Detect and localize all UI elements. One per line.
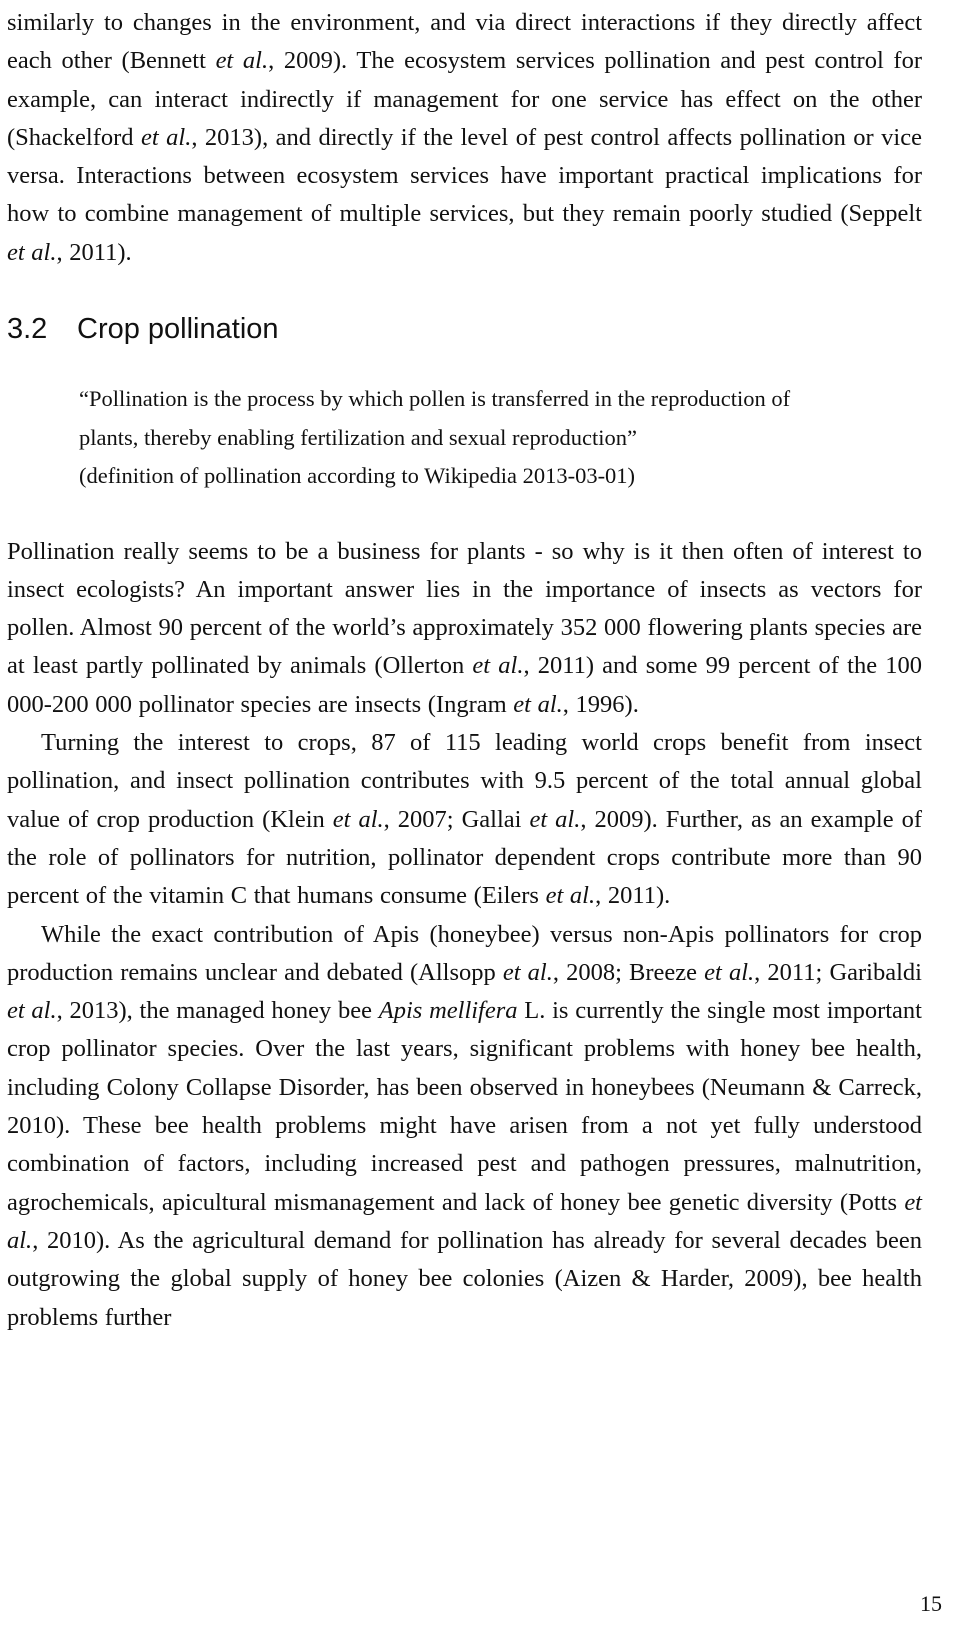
definition-quote (7, 349, 922, 496)
text-run: , 2009). The ecosystem services pollination and pest control for example, can interact indirectly if management for one service has effect on the other (Shackelford (7, 47, 923, 151)
text-run: Turning the interest to crops, 87 of 115 leading world crops benefit from insect pollination, and insect pollination contributes with 9.5 percent of the total annual global value of crop production (Klein (7, 729, 922, 833)
paragraph-crops (7, 724, 922, 915)
text-run: similarly to changes in the environment, and via direct interactions if they directly affect each other (Bennett (7, 9, 922, 75)
paragraph-honeybee (7, 916, 922, 1337)
italic-text: et al. (529, 805, 581, 833)
italic-text: Apis mellifera (378, 997, 518, 1025)
italic-text: et al. (7, 997, 57, 1025)
italic-text: et al. (513, 690, 563, 718)
italic-text: et al. (704, 958, 755, 986)
paragraph-pollination-insects (7, 496, 922, 724)
italic-text: et al. (332, 805, 384, 833)
text-run: , 2011; Garibaldi (754, 958, 922, 986)
text-run: , 2011). (56, 238, 132, 266)
page-number: 15 (920, 1591, 942, 1616)
text-run: While the exact contribution of Apis (honeybee) versus non-Apis pollinators for crop production remains unclear and debated (Allsopp (7, 920, 922, 986)
text-run: , 2008; Breeze (552, 958, 705, 986)
paragraph-intro (7, 0, 922, 272)
section-title: Crop pollination (77, 313, 279, 346)
text-run: , 2013), and directly if the level of pest control affects pollination or vice versa. Interactions between ecosystem services have important practical implications for how to combine management of multiple services, but they remain poorly studied (Seppelt (7, 123, 922, 228)
italic-text: et al. (215, 47, 269, 75)
text-run: , 2013), the managed honey bee (56, 997, 379, 1025)
italic-text: et al. (141, 123, 192, 151)
italic-text: et al. (472, 652, 524, 680)
text-run: L. is currently the single most important crop pollinator species. Over the last years, significant problems with honey bee health, including Colony Collapse Disorder, has been observed in honeybees (Neumann & Carreck, 2010). These bee health problems might have arisen from a not yet fully understood combination of factors, including increased pest and pathogen pressures, malnutrition, agrochemicals, apicultural mismanagement and lack of honey bee genetic diversity (Potts (7, 997, 922, 1216)
quote-source: (definition of pollination according to Wikipedia 2013-03-01) (79, 463, 636, 489)
section-number: 3.2 (7, 313, 48, 346)
text-run: , 1996). (562, 690, 639, 718)
text-run: , 2009). Further, as an example of the role of pollinators for nutrition, pollinator dependent crops contribute more than 90 percent of the vitamin C that humans consume (Eilers (7, 805, 923, 910)
text-run: , 2011). (595, 882, 671, 910)
italic-text: et al. (545, 882, 596, 910)
italic-text: et al. (502, 958, 553, 986)
italic-text: et al. (7, 1188, 922, 1254)
text-run: , 2007; Gallai (383, 805, 530, 833)
text-run: Pollination really seems to be a business for plants - so why is it then often of interest to insect ecologists? An important answer lies in the importance of insects as vectors for pollen. Almost 90 percent of the world’s approximately 352 000 flowering plants species are at least partly pollinated by animals (Ollerton (7, 537, 922, 680)
section-heading (7, 272, 922, 349)
quote-line-1: “Pollination is the process by which pollen is transferred in the reproduction of (79, 386, 791, 412)
text-run: , 2011) and some 99 percent of the 100 000-200 000 pollinator species are insects (Ingram (7, 652, 922, 718)
italic-text: et al. (7, 238, 57, 266)
quote-line-2: plants, thereby enabling fertilization and sexual reproduction” (79, 424, 637, 450)
text-run: , 2010). As the agricultural demand for pollination has already for several decades been outgrowing the global supply of honey bee colonies (Aizen & Harder, 2009), bee health problems further (7, 1226, 922, 1331)
